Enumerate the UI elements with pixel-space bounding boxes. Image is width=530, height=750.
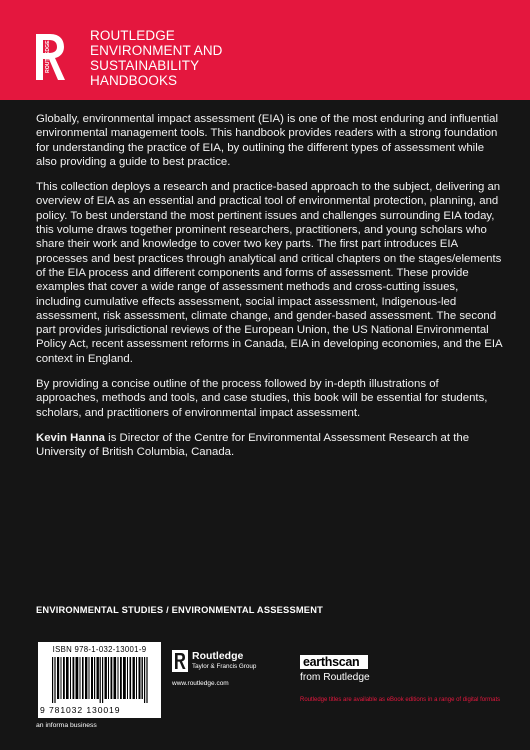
barcode-box <box>38 642 161 718</box>
author-bio-text: is Director of the Centre for Environmental Assessment Research at the University of British Columbia, Canada. <box>36 431 470 459</box>
ebook-note: Routledge titles are available as eBook editions in a range of digital formats <box>300 697 501 703</box>
routledge-r-icon <box>172 650 188 672</box>
series-title-line3: SUSTAINABILITY <box>90 58 200 73</box>
blurb-paragraph-3: By providing a concise outline of the process followed by in-depth illustrations of approaches, methods and tools, and case studies, this book will be essential for students, scholars, and practitioners of environmental impact assessment. <box>36 378 488 419</box>
author-name: Kevin Hanna <box>36 431 105 444</box>
publisher-subtitle: Taylor & Francis Group <box>192 663 257 670</box>
earthscan-wordmark: earthscan <box>300 655 368 669</box>
subject-category: ENVIRONMENTAL STUDIES / ENVIRONMENTAL ASSESSMENT <box>36 605 323 615</box>
earthscan-logo <box>300 655 380 683</box>
logo-wordmark: ROUTLEDGE <box>45 40 51 73</box>
earthscan-from: from Routledge <box>300 672 370 683</box>
blurb-paragraph-2: This collection deploys a research and practice-based approach to the subject, delivering an overview of EIA as an essential and practical tool of environmental protection, planning, and policy. To best understand the most pertinent issues and challenges surrounding EIA today, this volume draws together prominent researchers, practitioners, and young scholars who share their work and knowledge to cover two key parts. The first part introduces EIA processes and best practices through analytical and critical chapters on the stages/elements of the EIA process and different components and forms of assessment. These provide examples that cover a wide range of assessment methods and cross-cutting issues, including cumulative effects assessment, social impact assessment, Indigenous-led assessment, risk assessment, climate change, and gender-based assessment. The second part provides jurisdictional reviews of the European Union, the US National Environmental Policy Act, recent assessment reforms in Canada, EIA in developing economies, and the EIA context in England. <box>36 181 503 365</box>
publisher-name: Routledge <box>192 650 244 662</box>
series-title <box>90 28 223 88</box>
blurb-paragraph-1: Globally, environmental impact assessment (EIA) is one of the most enduring and influential environmental management tools. This handbook provides readers with a strong foundation for understanding the practice of EIA, by outlining the different types of assessment while also providing a guide to best practice. <box>36 113 498 168</box>
back-cover-blurb <box>36 112 502 471</box>
publisher-url[interactable]: www.routledge.com <box>172 680 229 687</box>
informa-note: an informa business <box>36 722 97 729</box>
series-banner <box>0 0 530 100</box>
routledge-logo-icon <box>30 30 76 86</box>
author-bio <box>36 431 502 460</box>
series-title-line4: HANDBOOKS <box>90 73 178 88</box>
series-title-line1: ROUTLEDGE <box>90 28 175 43</box>
barcode-digits: 9 781032 130019 <box>40 705 121 715</box>
isbn-label: ISBN 978-1-032-13001-9 <box>52 645 147 654</box>
barcode-icon <box>52 657 150 703</box>
series-title-line2: ENVIRONMENT AND <box>90 43 223 58</box>
